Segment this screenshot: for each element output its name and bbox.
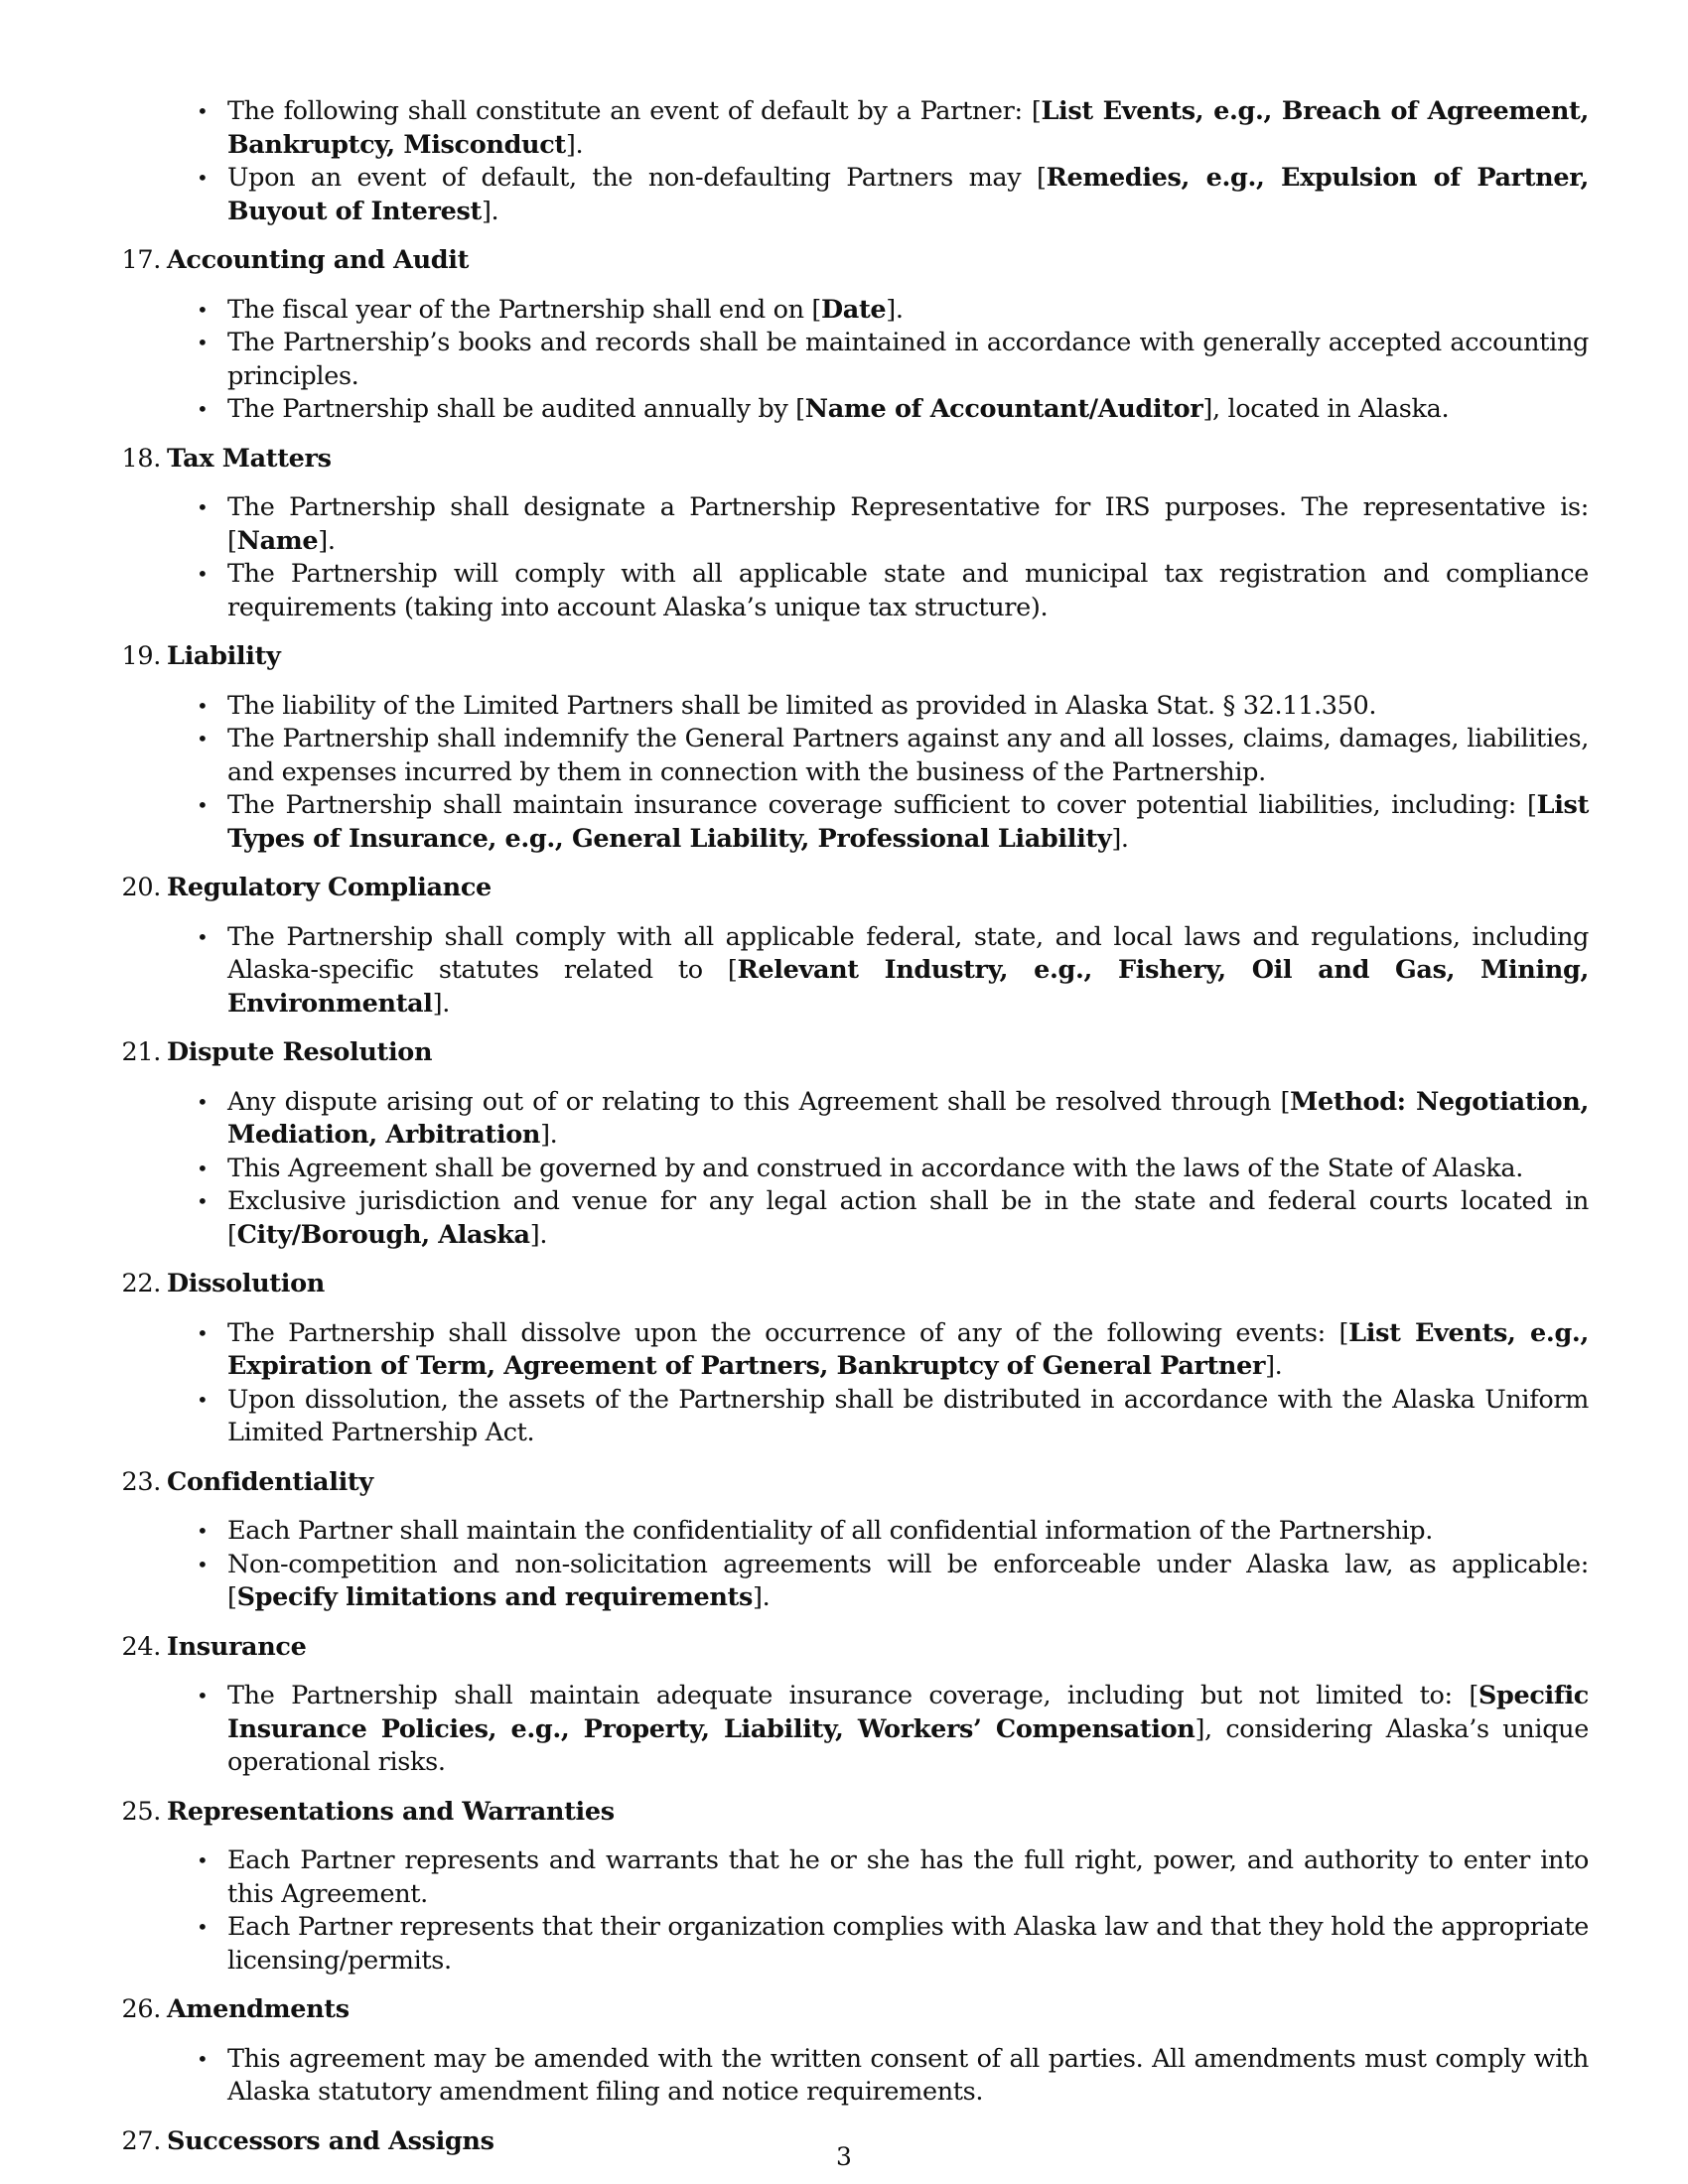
bullet-text: The liability of the Limited Partners shall be limited as provided in Alaska Stat. § 32.11.350.: [227, 690, 1377, 721]
bullet-text: The Partnership’s books and records shall be maintained in accordance with generally accepted accounting principles.: [227, 328, 1589, 391]
section-title: Successors and Assigns: [167, 2125, 494, 2156]
bullet-item: [167, 1185, 1589, 1252]
section-dispute-resolution: [121, 1036, 1589, 1252]
section-heading: [121, 443, 1589, 477]
section-number: 22.: [121, 1269, 161, 1298]
bullet-item: [167, 162, 1589, 228]
section-title: Dispute Resolution: [167, 1037, 433, 1067]
bullet-text: ].: [529, 1219, 548, 1250]
bullet-item: [167, 789, 1589, 856]
bullet-item: [167, 1680, 1589, 1780]
section-regulatory-compliance: [121, 872, 1589, 1021]
section-title: Dissolution: [167, 1269, 325, 1298]
placeholder-text: City/Borough, Alaska: [236, 1219, 530, 1250]
bullet-item: [167, 2043, 1589, 2110]
section-liability: [121, 640, 1589, 856]
bullet-item: [167, 327, 1589, 393]
section-heading: [121, 244, 1589, 278]
section-bullets: [167, 294, 1589, 427]
bullet-item: [167, 1384, 1589, 1450]
section-number: 26.: [121, 1994, 161, 2024]
bullet-text: The Partnership shall comply with all applicable federal, state, and local laws and regulations, including Alaska-specific statutes related to [: [227, 921, 1589, 985]
section-title: Accounting and Audit: [167, 245, 470, 275]
bullet-text: ].: [481, 196, 499, 226]
section-representations-and-warranties: [121, 1796, 1589, 1979]
bullet-text: The fiscal year of the Partnership shall end on [: [227, 294, 822, 325]
section-number: 23.: [121, 1466, 161, 1497]
section-title: Tax Matters: [167, 443, 332, 474]
section-bullets: [167, 921, 1589, 1022]
bullet-text: The Partnership shall maintain adequate insurance coverage, including but not limited to: [: [227, 1681, 1478, 1710]
section-amendments: [121, 1993, 1589, 2110]
page-number: 3: [836, 2142, 852, 2171]
section-title: Representations and Warranties: [167, 1796, 615, 1827]
section-title: Amendments: [167, 1994, 350, 2024]
bullet-text: Upon an event of default, the non-defaulting Partners may [: [227, 163, 1047, 193]
bullet-item: [167, 1911, 1589, 1978]
bullet-item: [167, 294, 1589, 328]
section-heading: [121, 1993, 1589, 2027]
section-insurance: [121, 1631, 1589, 1780]
bullet-text: ].: [432, 988, 451, 1019]
placeholder-text: Method: Negotiation, Mediation, Arbitration: [227, 1086, 1589, 1150]
section-number: 24.: [121, 1631, 161, 1662]
section-heading: [121, 1796, 1589, 1830]
bullet-text: This Agreement shall be governed by and construed in accordance with the laws of the State of Alaska.: [227, 1153, 1524, 1183]
bullet-item: [167, 1153, 1589, 1186]
bullet-text: ].: [540, 1120, 558, 1150]
bullet-text: The Partnership shall indemnify the General Partners against any and all losses, claims, damages, liabilities, and expenses incurred by them in connection with the business of the Partnership.: [227, 724, 1589, 787]
bullet-text: Each Partner represents and warrants that he or she has the full right, power, and authority to enter into this Agreement.: [227, 1845, 1589, 1909]
placeholder-text: List Types of Insurance, e.g., General Liability, Professional Liability: [227, 790, 1589, 854]
bullet-item: [167, 558, 1589, 624]
bullet-text: The Partnership will comply with all applicable state and municipal tax registration and compliance requirements (taking into account Alaska’s unique tax structure).: [227, 559, 1589, 622]
bullet-text: ].: [565, 129, 584, 160]
section-bullets: [167, 1680, 1589, 1780]
section-accounting-and-audit: [121, 244, 1589, 427]
section-number: 21.: [121, 1037, 161, 1067]
bullet-item: [167, 1844, 1589, 1911]
section-number: 18.: [121, 443, 161, 474]
bullet-text: The following shall constitute an event of default by a Partner: [: [227, 96, 1042, 126]
section-title: Regulatory Compliance: [167, 873, 492, 902]
document-body: [121, 95, 1590, 2174]
section-bullets: [167, 1317, 1589, 1450]
section-title: Confidentiality: [167, 1466, 373, 1497]
bullet-text: The Partnership shall maintain insurance coverage sufficient to cover potential liabilities, including: [: [227, 790, 1537, 820]
bullet-item: [167, 1086, 1589, 1153]
section-bullets: [167, 690, 1589, 857]
bullet-item: [167, 921, 1589, 1022]
placeholder-text: Name: [236, 525, 319, 556]
section-bullets: [167, 2043, 1589, 2110]
bullet-text: ].: [886, 294, 904, 325]
bullet-text: Exclusive jurisdiction and venue for any legal action shall be in the state and federal courts located in [: [227, 1186, 1589, 1250]
placeholder-text: Remedies, e.g., Expulsion of Partner, Buyout of Interest: [227, 163, 1589, 226]
bullet-text: The Partnership shall designate a Partnership Representative for IRS purposes. The representative is: [: [227, 492, 1589, 556]
section-heading: [121, 1466, 1589, 1500]
placeholder-text: Specify limitations and requirements: [236, 1582, 753, 1612]
bullet-text: ].: [752, 1582, 771, 1612]
placeholder-text: Relevant Industry, e.g., Fishery, Oil and Gas, Mining, Environmental: [227, 955, 1589, 1019]
placeholder-text: Date: [821, 294, 887, 325]
bullet-text: The Partnership shall dissolve upon the occurrence of any of the following events: [: [227, 1317, 1349, 1348]
section-title: Insurance: [167, 1631, 307, 1662]
bullet-item: [167, 393, 1589, 427]
section-bullets: [167, 491, 1589, 624]
bullet-item: [167, 491, 1589, 558]
placeholder-text: List Events, e.g., Breach of Agreement, Bankruptcy, Misconduct: [227, 96, 1590, 160]
placeholder-text: Specific Insurance Policies, e.g., Property, Liability, Workers’ Compensation: [227, 1681, 1589, 1744]
section-heading: [121, 872, 1589, 905]
section-heading: [121, 1036, 1589, 1070]
bullet-item: [167, 1317, 1589, 1384]
bullet-text: ], located in Alaska.: [1202, 394, 1450, 424]
section-number: 19.: [121, 641, 161, 671]
section-number: 27.: [121, 2125, 161, 2156]
section-title: Liability: [167, 641, 281, 671]
section-number: 25.: [121, 1796, 161, 1827]
bullet-text: Non-competition and non-solicitation agreements will be enforceable under Alaska law, as applicable: [: [227, 1549, 1589, 1612]
bullet-text: This agreement may be amended with the written consent of all parties. All amendments must comply with Alaska statutory amendment filing and notice requirements.: [227, 2043, 1589, 2107]
bullet-item: [167, 1549, 1589, 1615]
bullet-item: [167, 690, 1589, 724]
bullet-text: Upon dissolution, the assets of the Partnership shall be distributed in accordance with the Alaska Uniform Limited Partnership Act.: [227, 1384, 1589, 1447]
section-tax-matters: [121, 443, 1589, 625]
placeholder-text: Name of Accountant/Auditor: [804, 394, 1203, 424]
bullet-text: The Partnership shall be audited annually by [: [227, 394, 805, 424]
bullet-item: [167, 723, 1589, 789]
section-bullets: [167, 1515, 1589, 1615]
bullet-text: ].: [318, 525, 336, 556]
section-number: 17.: [121, 245, 161, 275]
bullet-text: Any dispute arising out of or relating to this Agreement shall be resolved through [: [227, 1086, 1291, 1117]
section-heading: [121, 1631, 1589, 1665]
bullet-item: [167, 95, 1589, 162]
section-heading: [121, 1268, 1589, 1301]
section-confidentiality: [121, 1466, 1589, 1615]
section-number: 20.: [121, 873, 161, 902]
placeholder-text: List Events, e.g., Expiration of Term, Agreement of Partners, Bankruptcy of General Partner: [227, 1317, 1589, 1381]
bullet-text: Each Partner represents that their organization complies with Alaska law and that they hold the appropriate licensing/permits.: [227, 1912, 1589, 1976]
section-heading: [121, 640, 1589, 674]
section-bullets: [167, 1086, 1589, 1253]
section-bullets: [167, 1844, 1589, 1978]
bullet-item: [167, 1515, 1589, 1549]
section-dissolution: [121, 1268, 1589, 1450]
bullet-text: Each Partner shall maintain the confidentiality of all confidential information of the Partnership.: [227, 1516, 1434, 1546]
bullet-text: ].: [1265, 1351, 1283, 1381]
default-bullets: [167, 95, 1589, 228]
bullet-text: ], considering Alaska’s unique operational risks.: [227, 1713, 1589, 1777]
bullet-text: ].: [1111, 823, 1129, 854]
